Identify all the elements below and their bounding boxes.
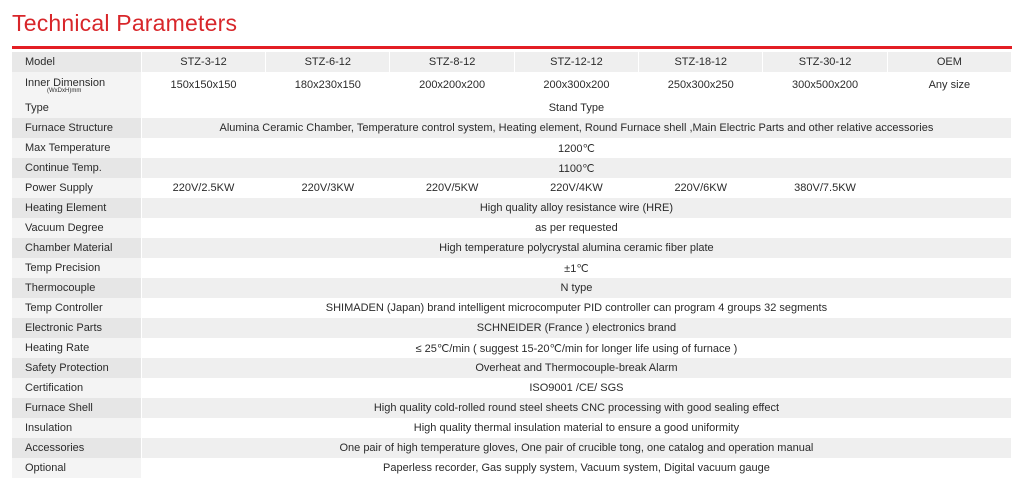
row-label: Heating Element [12, 198, 142, 218]
table-row-model [12, 52, 1012, 72]
inner-dimension-unit: (WxDxH)mm [47, 87, 82, 94]
table-row [12, 198, 1012, 218]
row-value: Paperless recorder, Gas supply system, Vacuum system, Digital vacuum gauge [142, 458, 1012, 478]
row-label: Optional [12, 458, 142, 478]
table-row [12, 118, 1012, 138]
row-value: ±1℃ [142, 258, 1012, 278]
row-label: Thermocouple [12, 278, 142, 298]
row-label: Vacuum Degree [12, 218, 142, 238]
model-cell: STZ-3-12 [142, 52, 266, 72]
row-label: Type [12, 98, 142, 118]
row-value: Overheat and Thermocouple-break Alarm [142, 358, 1012, 378]
table-row [12, 218, 1012, 238]
row-value: 1100℃ [142, 158, 1012, 178]
row-value: High quality thermal insulation material to ensure a good uniformity [142, 418, 1012, 438]
row-label: Heating Rate [12, 338, 142, 358]
power-cell: 380V/7.5KW [763, 178, 887, 198]
model-cell: STZ-12-12 [515, 52, 639, 72]
table-row [12, 258, 1012, 278]
table-row [12, 398, 1012, 418]
table-row [12, 238, 1012, 258]
power-cell: 220V/6KW [639, 178, 763, 198]
row-value: Alumina Ceramic Chamber, Temperature control system, Heating element, Round Furnace shell ,Main Electric Parts and other relative accessories [142, 118, 1012, 138]
table-row [12, 338, 1012, 358]
power-cell: 220V/4KW [515, 178, 639, 198]
dimension-cell: 200x300x200 [515, 72, 639, 98]
table-row [12, 418, 1012, 438]
power-cell: 220V/2.5KW [142, 178, 266, 198]
row-value: ISO9001 /CE/ SGS [142, 378, 1012, 398]
row-value: as per requested [142, 218, 1012, 238]
dimension-cell: 150x150x150 [142, 72, 266, 98]
dimension-cell: 250x300x250 [639, 72, 763, 98]
table-row [12, 138, 1012, 158]
table-row [12, 298, 1012, 318]
table-row [12, 378, 1012, 398]
row-label: Temp Precision [12, 258, 142, 278]
row-label: Power Supply [12, 178, 142, 198]
model-cell: STZ-30-12 [763, 52, 887, 72]
dimension-cell: 180x230x150 [266, 72, 390, 98]
dimension-cell: Any size [888, 72, 1012, 98]
row-label: Insulation [12, 418, 142, 438]
model-cell: OEM [888, 52, 1012, 72]
table-row [12, 98, 1012, 118]
row-value: One pair of high temperature gloves, One pair of crucible tong, one catalog and operation manual [142, 438, 1012, 458]
row-label: Certification [12, 378, 142, 398]
row-value: High quality alloy resistance wire (HRE) [142, 198, 1012, 218]
model-cell: STZ-8-12 [390, 52, 514, 72]
row-label: Accessories [12, 438, 142, 458]
row-value: High quality cold-rolled round steel sheets CNC processing with good sealing effect [142, 398, 1012, 418]
model-cell: STZ-6-12 [266, 52, 390, 72]
table-row [12, 438, 1012, 458]
power-cell: 220V/3KW [266, 178, 390, 198]
row-label: Safety Protection [12, 358, 142, 378]
table-row [12, 278, 1012, 298]
row-label: Furnace Structure [12, 118, 142, 138]
power-cell [888, 178, 1012, 198]
row-value: N type [142, 278, 1012, 298]
inner-dimension-label: Inner Dimension [25, 76, 106, 89]
row-label [12, 72, 142, 98]
row-label: Model [12, 52, 142, 72]
row-label: Continue Temp. [12, 158, 142, 178]
table-row [12, 318, 1012, 338]
title-underline [12, 46, 1012, 49]
row-value: Stand Type [142, 98, 1012, 118]
row-value: SHIMADEN (Japan) brand intelligent microcomputer PID controller can program 4 groups 32 segments [142, 298, 1012, 318]
row-label: Furnace Shell [12, 398, 142, 418]
row-value: High temperature polycrystal alumina ceramic fiber plate [142, 238, 1012, 258]
row-label: Max Temperature [12, 138, 142, 158]
row-label: Temp Controller [12, 298, 142, 318]
dimension-cell: 200x200x200 [390, 72, 514, 98]
row-label: Chamber Material [12, 238, 142, 258]
table-row [12, 458, 1012, 478]
table-row [12, 158, 1012, 178]
power-cell: 220V/5KW [390, 178, 514, 198]
table-row [12, 358, 1012, 378]
row-value: ≤ 25℃/min ( suggest 15-20℃/min for longer life using of furnace ) [142, 338, 1012, 358]
parameters-table [12, 52, 1012, 478]
row-label: Electronic Parts [12, 318, 142, 338]
row-value: 1200℃ [142, 138, 1012, 158]
table-row-power-supply [12, 178, 1012, 198]
model-cell: STZ-18-12 [639, 52, 763, 72]
page-title: Technical Parameters [12, 10, 238, 36]
dimension-cell: 300x500x200 [763, 72, 887, 98]
row-value: SCHNEIDER (France ) electronics brand [142, 318, 1012, 338]
table-row-inner-dimension [12, 72, 1012, 98]
